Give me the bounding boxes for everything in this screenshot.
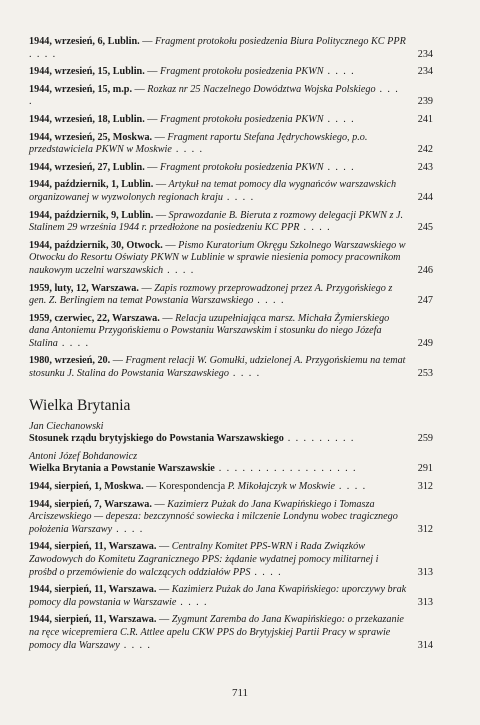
toc-entry[interactable]: 1959, czerwiec, 22, Warszawa. — Relacja uzupełniająca marsz. Michała Żymierskiego dana Antoniemu Przygońskiemu o Powstaniu Warszawskim i stosunku do niego Józefa Stalina . . . . 249 — [29, 312, 433, 349]
toc-entry[interactable]: 1944, październik, 1, Lublin. — Artykuł na temat pomocy dla wygnańców warszawskich organizowanej w wyzwolonych regionach kraju . . . . 244 — [29, 179, 433, 203]
toc-entry[interactable]: 1944, wrzesień, 18, Lublin. — Fragment protokołu posiedzenia PKWN . . . . 241 — [29, 113, 433, 125]
entry-description: Relacja uzupełniająca marsz. Michała Żymierskiego dana Antoniemu Przygońskiemu o Powstaniu Warszawskim i stosunku do niego Józefa Stalina — [29, 312, 390, 349]
entry-description: P. Mikołajczyk w Moskwie — [227, 481, 335, 493]
toc-entry[interactable]: 1944, wrzesień, 27, Lublin. — Fragment protokołu posiedzenia PKWN . . . . 243 — [29, 161, 433, 173]
page-number: 313 — [417, 566, 433, 578]
page-number: 313 — [417, 596, 433, 608]
entry-date-place: 1944, wrzesień, 25, Moskwa. — [29, 131, 153, 143]
toc-entry[interactable]: 1944, sierpień, 1, Moskwa. — Korespondencja P. Mikołajczyk w Moskwie . . . . 312 — [29, 481, 433, 493]
toc-entry[interactable]: 1944, wrzesień, 15, Lublin. — Fragment protokołu posiedzenia PKWN . . . . 234 — [29, 66, 433, 78]
page-number: 253 — [417, 368, 433, 380]
toc-list-british-documents — [29, 481, 433, 652]
entry-date-place: 1944, sierpień, 11, Warszawa. — [29, 584, 157, 596]
entry-description: Kazimierz Pużak do Jana Kwapińskiego i Tomasza Arciszewskiego — depesza: bezczynność sowiecka i milczenie Londynu wobec tragicznego położenia Warszawy — [29, 498, 398, 535]
entry-date-place: 1944, wrzesień, 15, Lublin. — [29, 66, 145, 78]
entry-description: Zapis rozmowy przeprowadzonej przez A. Przygońskiego z gen. Z. Berlingiem na temat Powstania Warszawskiego — [29, 282, 393, 307]
toc-entry[interactable]: 1944, sierpień, 7, Warszawa. — Kazimierz Pużak do Jana Kwapińskiego i Tomasza Arciszewskiego — depesza: bezczynność sowiecka i milczenie Londynu wobec tragicznego położenia Warszawy . . . . 312 — [29, 498, 433, 535]
page-number: 244 — [417, 191, 433, 203]
entry-date-place: 1944, październik, 1, Lublin. — [29, 179, 154, 191]
toc-entry-ciechanowski[interactable]: Stosunek rządu brytyjskiego do Powstania Warszawskiego . . . . . . . . . 259 — [29, 433, 433, 445]
entry-date-place: 1944, październik, 9, Lublin. — [29, 209, 154, 221]
section-title: Wielka Brytania — [29, 396, 131, 414]
toc-entry[interactable]: 1944, wrzesień, 6, Lublin. — Fragment protokołu posiedzenia Biura Politycznego KC PPR . . . . 234 — [29, 36, 433, 60]
author-ciechanowski: Jan Ciechanowski — [29, 420, 104, 432]
entry-description: Pismo Kuratorium Okręgu Szkolnego Warszawskiego w Otwocku do Resortu Oświaty PKWN w Lublinie w sprawie niesienia pomocy pracownikom naukowym uczelni warszawskich — [29, 239, 406, 276]
toc-entry[interactable]: 1944, sierpień, 11, Warszawa. — Centralny Komitet PPS-WRN i Rada Związków Zawodowych do Komitetu Zagranicznego PPS: żądanie wydatnej pomocy militarnej i prośbd o przemówienie do walczących oddziałów PPS . . . . 313 — [29, 541, 433, 578]
toc-entry[interactable]: 1959, luty, 12, Warszawa. — Zapis rozmowy przeprowadzonej przez A. Przygońskiego z gen. Z. Berlingiem na temat Powstania Warszawskiego . . . . 247 — [29, 282, 433, 307]
entry-description: Fragment protokołu posiedzenia PKWN — [160, 66, 324, 78]
entry-date-place: 1944, wrzesień, 6, Lublin. — [29, 36, 140, 47]
entry-description: Centralny Komitet PPS-WRN i Rada Związków Zawodowych do Komitetu Zagranicznego PPS: żądanie wydatnej pomocy militarnej i prośbd o przemówienie do walczących oddziałów PPS — [29, 541, 379, 578]
page-number: 314 — [417, 639, 433, 651]
toc-entry-bohdanowicz[interactable]: Wielka Brytania a Powstanie Warszawskie . . . . . . . . . . . . . . . . . . 291 — [29, 463, 433, 475]
entry-date-place: 1944, sierpień, 11, Warszawa. — [29, 541, 157, 553]
entry-title: Wielka Brytania a Powstanie Warszawskie — [29, 463, 215, 475]
page-number: 259 — [417, 433, 433, 445]
author-bohdanowicz: Antoni Józef Bohdanowicz — [29, 450, 138, 462]
page-number: 291 — [417, 463, 433, 475]
entry-date-place: 1980, wrzesień, 20. — [29, 355, 111, 367]
entry-description: Fragment relacji W. Gomułki, udzielonej A. Przygońskiemu na temat stosunku J. Stalina do Powstania Warszawskiego — [29, 355, 406, 380]
page-number: 239 — [417, 96, 433, 108]
entry-date-place: 1959, czerwiec, 22, Warszawa. — [29, 312, 160, 324]
page-number: 246 — [417, 264, 433, 276]
entry-description: Fragment protokołu posiedzenia PKWN — [160, 161, 324, 173]
entry-description: Rozkaz nr 25 Naczelnego Dowództwa Wojska Polskiego — [147, 83, 376, 95]
toc-entry[interactable]: 1944, wrzesień, 25, Moskwa. — Fragment raportu Stefana Jędrychowskiego, p.o. przedstawiciela PKWN w Moskwie . . . . 242 — [29, 131, 433, 156]
page-number: 242 — [417, 144, 433, 156]
entry-date-place: 1944, sierpień, 11, Warszawa. — [29, 614, 157, 626]
entry-date-place: 1959, luty, 12, Warszawa. — [29, 282, 139, 294]
toc-content — [29, 36, 433, 657]
toc-entry[interactable]: 1944, wrzesień, 15, m.p. — Rozkaz nr 25 Naczelnego Dowództwa Wojska Polskiego . . . . 239 — [29, 83, 433, 108]
page-number: 312 — [417, 523, 433, 535]
entry-description: Artykuł na temat pomocy dla wygnańców warszawskich organizowanej w wyzwolonych regionach kraju — [29, 179, 397, 203]
entry-description: Fragment raportu Stefana Jędrychowskiego, p.o. przedstawiciela PKWN w Moskwie — [29, 131, 368, 156]
entry-date-place: 1944, sierpień, 1, Moskwa. — [29, 481, 144, 493]
page-number: 234 — [417, 66, 433, 78]
page-number: 247 — [417, 295, 433, 307]
toc-entry[interactable]: 1944, sierpień, 11, Warszawa. — Zygmunt Zaremba do Jana Kwapińskiego: o przekazanie na ręce wicepremiera C.R. Attlee apelu CKW PPS do Brytyjskiej Partii Pracy w sprawie pomocy dla Warszawy . . . . 314 — [29, 614, 433, 651]
entry-plain: Korespondencja — [158, 481, 228, 493]
page-number: 245 — [417, 222, 433, 234]
entry-date-place: 1944, wrzesień, 18, Lublin. — [29, 113, 145, 125]
toc-list-polish-documents — [29, 36, 433, 381]
page-number: 249 — [417, 337, 433, 349]
page-number: 234 — [417, 48, 433, 60]
page-number: 243 — [417, 161, 433, 173]
entry-description: Fragment protokołu posiedzenia PKWN — [160, 113, 324, 125]
toc-entry[interactable]: 1944, październik, 30, Otwock. — Pismo Kuratorium Okręgu Szkolnego Warszawskiego w Otwocku do Resortu Oświaty PKWN w Lublinie w sprawie niesienia pomocy pracownikom naukowym uczelni warszawskich . . . . 246 — [29, 239, 433, 276]
page-number: 241 — [417, 113, 433, 125]
entry-description: Sprawozdanie B. Bieruta z rozmowy delegacji PKWN z J. Stalinem 29 września 1944 r. przedłożone na posiedzeniu KC PPR — [29, 209, 404, 234]
page-folio: 711 — [231, 687, 249, 699]
page-number: 312 — [417, 481, 433, 493]
entry-date-place: 1944, wrzesień, 27, Lublin. — [29, 161, 145, 173]
entry-description: Zygmunt Zaremba do Jana Kwapińskiego: o przekazanie na ręce wicepremiera C.R. Attlee apelu CKW PPS do Brytyjskiej Partii Pracy w sprawie pomocy dla Warszawy — [29, 614, 404, 651]
toc-entry[interactable]: 1944, październik, 9, Lublin. — Sprawozdanie B. Bieruta z rozmowy delegacji PKWN z J. Stalinem 29 września 1944 r. przedłożone na posiedzeniu KC PPR . . . . 245 — [29, 209, 433, 234]
entry-description: Kazimierz Pużak do Jana Kwapińskiego: uporczywy brak pomocy dla powstania w Warszawie — [29, 584, 407, 608]
entry-date-place: 1944, październik, 30, Otwock. — [29, 239, 163, 251]
entry-title: Stosunek rządu brytyjskiego do Powstania Warszawskiego — [29, 433, 284, 445]
toc-entry[interactable]: 1944, sierpień, 11, Warszawa. — Kazimierz Pużak do Jana Kwapińskiego: uporczywy brak pomocy dla powstania w Warszawie . . . . 313 — [29, 584, 433, 608]
toc-entry[interactable]: 1980, wrzesień, 20. — Fragment relacji W. Gomułki, udzielonej A. Przygońskiemu na temat stosunku J. Stalina do Powstania Warszawskiego . . . . 253 — [29, 355, 433, 380]
entry-date-place: 1944, sierpień, 7, Warszawa. — [29, 498, 152, 510]
entry-date-place: 1944, wrzesień, 15, m.p. — [29, 83, 132, 95]
entry-description: Fragment protokołu posiedzenia Biura Politycznego KC PPR — [154, 36, 406, 47]
